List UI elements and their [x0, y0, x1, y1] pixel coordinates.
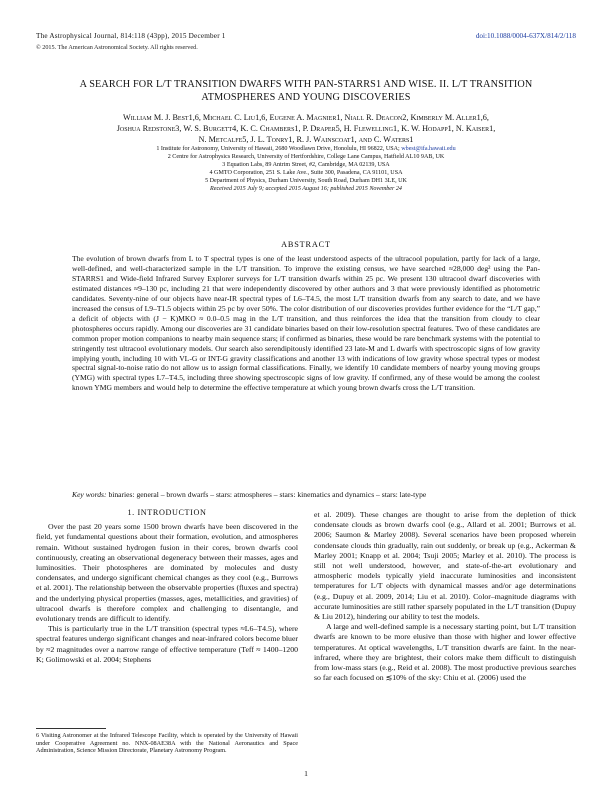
authors-line-2: Joshua Redstone3, W. S. Burgett4, K. C. Chambers1, P. Draper5, H. Flewelling1, K. W. Hodapp1, N. Kaiser1, — [116, 124, 496, 134]
intro-paragraph-2: This is particularly true in the L/T transition (spectral types ≈L6–T4.5), where spectral features undergo significant changes and near-infrared colors become bluer by ≈2 magnitudes over a narrow range of effective temperature (Teff ≈ 1400–1200 K; Golimowski et al. 2004; Stephens — [36, 624, 298, 664]
left-column — [36, 508, 298, 665]
affiliations — [70, 146, 542, 193]
author-list — [46, 112, 566, 146]
affiliation-4: 4 GMTO Corporation, 251 S. Lake Ave., Suite 300, Pasadena, CA 91101, USA — [209, 169, 403, 176]
affiliation-1: 1 Institute for Astronomy, University of Hawaii, 2680 Woodlawn Drive, Honolulu, HI 96822, USA; wbest@ifa.hawaii.edu — [156, 146, 456, 152]
affiliation-3: 3 Equation Labs, 89 Antrim Street, #2, Cambridge, MA 02139, USA — [222, 161, 390, 168]
affiliation-5: 5 Department of Physics, Durham University, South Road, Durham DH1 3LE, UK — [205, 177, 407, 184]
keywords — [72, 490, 540, 500]
authors-line-3: N. Metcalfe5, J. L. Tonry1, R. J. Wainscoat1, and C. Waters1 — [198, 135, 414, 145]
keywords-label: Key words: — [72, 490, 107, 499]
right-column — [314, 510, 576, 683]
footnote-divider — [36, 728, 106, 729]
authors-line-1: William M. J. Best1,6, Michael C. Liu1,6, Eugene A. Magnier1, Niall R. Deacon2, Kimberly M. Aller1,6, — [123, 113, 489, 122]
title-line-2: ATMOSPHERES AND YOUNG DISCOVERIES — [201, 92, 411, 103]
intro-paragraph-3: et al. 2009). These changes are thought to arise from the depletion of thick condensate clouds as brown dwarfs cool (e.g., Allard et al. 2001; Burrows et al. 2006; Saumon & Marley 2008). Several scenarios have been proposed wherein condensate clouds thin gradually, rain out suddenly, or break up (e.g., Ackerman & Marley 2001; Knapp et al. 2004; Tsuji 2005; Marley et al. 2010). The process is still not well understood, however, and state-of-the-art evolutionary and atmospheric models typically yield inaccurate luminosities and inconsistent temperatures for L/T objects with dynamical masses and/or age determinations (e.g., Dupuy et al. 2009, 2014; Liu et al. 2010). Color–magnitude diagrams with accurate luminosities are still rather sparsely populated in the L/T transition (Dupuy & Liu 2012), hindering our ability to test the models. — [314, 510, 576, 622]
keywords-list: binaries: general – brown dwarfs – stars: atmospheres – stars: kinematics and dynamics – stars: late-type — [108, 490, 427, 499]
received-dates: Received 2015 July 9; accepted 2015 August 16; published 2015 November 24 — [210, 185, 402, 192]
affiliation-2: 2 Centre for Astrophysics Research, University of Hertfordshire, College Lane Campus, Hatfield AL10 9AB, UK — [167, 153, 445, 160]
footnote: 6 Visiting Astronomer at the Infrared Telescope Facility, which is operated by the University of Hawaii under Cooperative Agreement no. NNX-08AE38A with the National Aeronautics and Space Administration, Science Mission Directorate, Planetary Astronomy Program. — [36, 732, 298, 755]
page-number: 1 — [304, 769, 308, 778]
journal-header: The Astrophysical Journal, 814:118 (43pp), 2015 December 1 — [36, 32, 226, 40]
author-email-link[interactable]: wbest@ifa.hawaii.edu — [401, 146, 456, 152]
paper-title — [36, 78, 576, 104]
section-heading-introduction: 1. INTRODUCTION — [127, 508, 207, 517]
doi-link[interactable]: doi:10.1088/0004-637X/814/2/118 — [475, 32, 576, 40]
intro-paragraph-1: Over the past 20 years some 1500 brown dwarfs have been discovered in the field, yet fundamental questions about their formation, evolution, and atmospheres remain. Without sustained hydrogen fusion in their cores, brown dwarfs cool continuously, creating an observational degeneracy between their masses, ages and luminosities. Their photospheres are dominated by molecules and dusty condensates, and undergo significant chemical changes as they cool (e.g., Burrows et al. 2001). The relationship between the observable properties (fluxes and spectra) and the underlying physical properties (masses, ages, metallicities, and gravities) of ultracool dwarfs is therefore complex and challenging to disentangle, and evolutionary trends are difficult to identify. — [36, 522, 298, 624]
copyright-notice: © 2015. The American Astronomical Society. All rights reserved. — [36, 44, 198, 51]
abstract-text: The evolution of brown dwarfs from L to T spectral types is one of the least understood aspects of the ultracool population, partly for lack of a large, well-defined, and well-characterized sample in the L/T transition. To improve the existing census, we have searched ≈28,000 deg² using the Pan-STARRS1 and Wide-field Infrared Survey Explorer surveys for L/T transition dwarfs within 25 pc. We present 130 ultracool dwarf discoveries with estimated distances ≈9–130 pc, including 21 that were independently discovered by other authors and 3 that were previously identified as photometric candidates. Seventy-nine of our objects have near-IR spectral types of L6–T4.5, the most L/T transition dwarfs from any search to date, and we have increased the census of L9–T1.5 objects within 25 pc by over 50%. The color distribution of our discoveries provides further evidence for the “L/T gap,” a deficit of objects with (J − K)MKO ≈ 0.0–0.5 mag in the L/T transition, and thus reinforces the idea that the transition from cloudy to clear photospheres occurs rapidly. Among our discoveries are 31 candidate binaries based on their low-resolution spectral features. Two of these candidates are common proper motion companions to nearby main sequence stars; if confirmed as binaries, these would be rare benchmark systems with the potential to stringently test ultracool evolutionary models. Our search also serendipitously identified 23 late-M and L dwarfs with spectroscopic signs of low gravity implying youth, including 10 with VL-G or INT-G gravity classifications and another 13 with indications of low gravity whose spectral types or modest spectral signal-to-noise ratio do not allow us to assign formal classifications. Finally, we identify 10 candidate members of nearby young moving groups (YMG) with spectral types L7–T4.5, including three showing spectroscopic signs of low gravity. If confirmed, any of these would be among the coolest known YMG members and would help to determine the effective temperature at which young brown dwarfs cross the L/T transition. — [72, 254, 540, 393]
intro-paragraph-4: A large and well-defined sample is a necessary starting point, but L/T transition dwarfs are known to be more elusive than those with higher and lower effective temperatures. At optical wavelengths, L/T transition dwarfs are faint. In the near-infrared, where they are brightest, their colors make them difficult to distinguish from low-mass stars (e.g., Reid et al. 2008). The most productive previous searches so far each focused on ≲10% of the sky: Chiu et al. (2006) used the — [314, 622, 576, 683]
title-line-1: A SEARCH FOR L/T TRANSITION DWARFS WITH PAN-STARRS1 AND WISE. II. L/T TRANSITION — [79, 79, 533, 90]
abstract-heading: ABSTRACT — [281, 240, 331, 249]
